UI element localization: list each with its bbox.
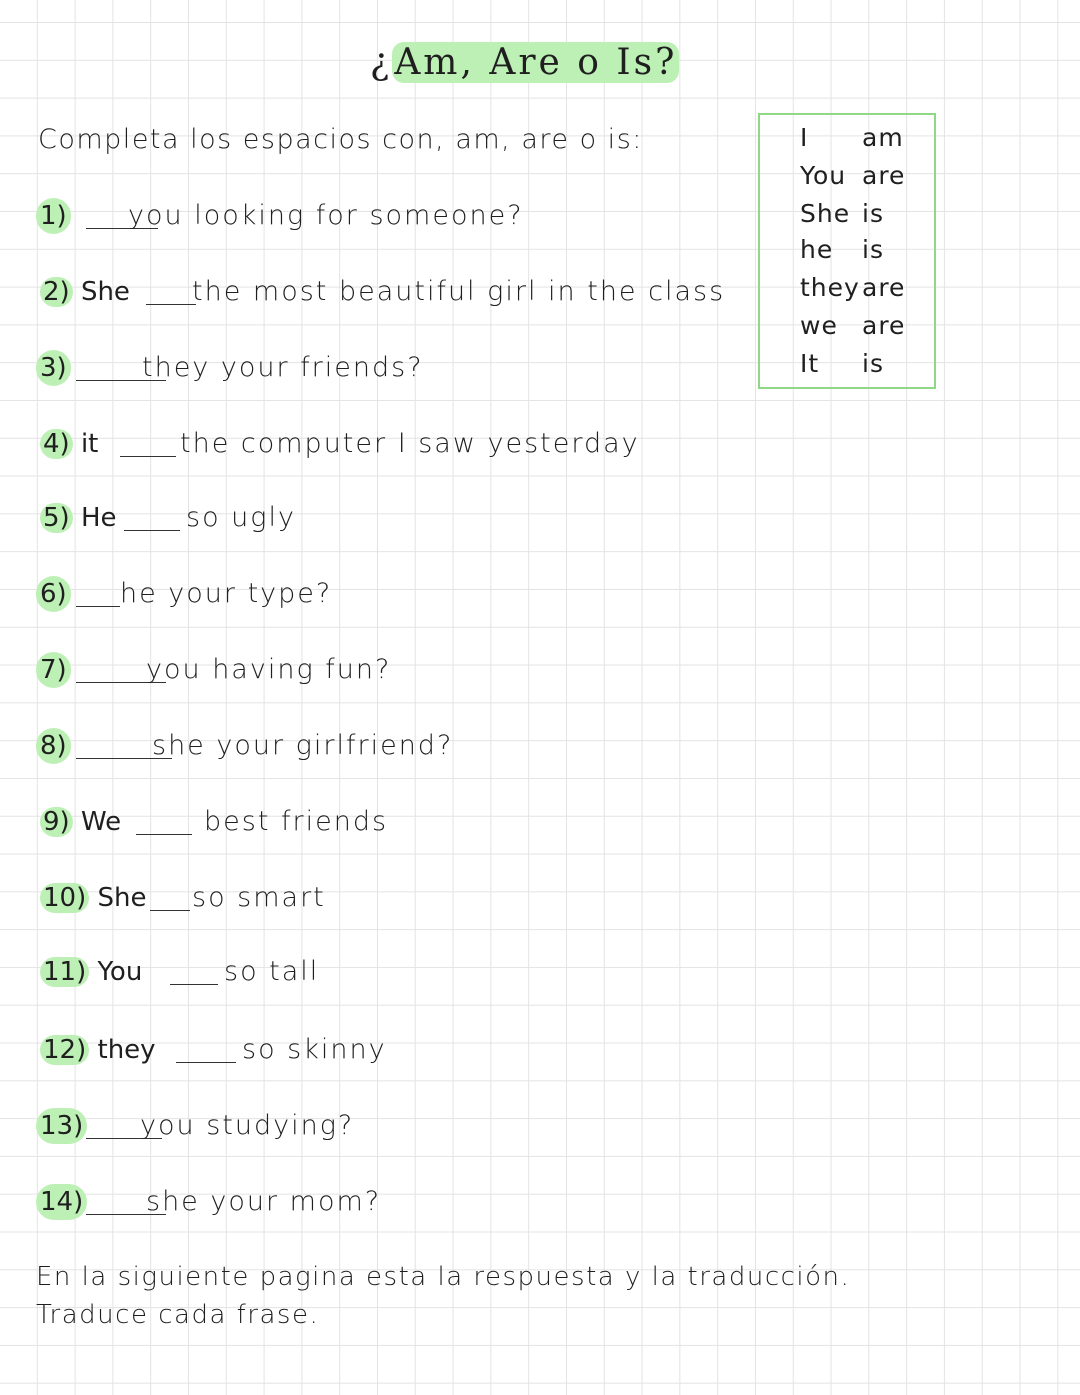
exercise-subject: She xyxy=(97,883,147,913)
footer-note: En la siguiente pagina esta la respuesta y la traducción. xyxy=(36,1262,851,1292)
answer-blank[interactable] xyxy=(76,606,120,607)
legend-pronoun: we xyxy=(800,311,838,340)
exercise-number: 13) xyxy=(36,1108,87,1144)
exercise-text: so tall xyxy=(224,956,320,987)
exercise-subject: He xyxy=(80,503,117,533)
exercise-number: 3) xyxy=(36,350,71,386)
exercise-text: he your type? xyxy=(120,578,333,609)
exercise-text: the computer I saw yesterday xyxy=(180,428,640,459)
exercise-text: best friends xyxy=(204,806,389,837)
legend-verb: are xyxy=(862,161,906,190)
legend-pronoun: he xyxy=(800,235,834,264)
exercise-number: 8) xyxy=(36,728,71,764)
legend-pronoun: I xyxy=(800,123,809,152)
exercise-text: you having fun? xyxy=(146,654,392,685)
exercise-number: 12) they xyxy=(36,1032,160,1068)
exercise-text: so skinny xyxy=(242,1034,387,1065)
exercise-text: she your mom? xyxy=(146,1186,382,1217)
title-prefix: ¿ xyxy=(370,42,393,83)
exercise-subject: it xyxy=(80,429,99,459)
answer-blank[interactable] xyxy=(120,456,176,457)
exercise-text: you looking for someone? xyxy=(128,200,524,231)
exercise-number: 6) xyxy=(36,576,71,612)
exercise-number: 14) xyxy=(36,1184,87,1220)
exercise-text: you studying? xyxy=(140,1110,355,1141)
exercise-subject: You xyxy=(97,957,143,987)
answer-blank[interactable] xyxy=(124,530,180,531)
answer-blank[interactable] xyxy=(170,984,218,985)
exercise-number: 7) xyxy=(36,652,71,688)
exercise-text: they your friends? xyxy=(142,352,424,383)
exercise-subject: they xyxy=(97,1035,156,1065)
legend-verb: is xyxy=(862,349,884,378)
legend-pronoun: She xyxy=(800,199,851,228)
exercise-text: the most beautiful girl in the class xyxy=(192,276,726,307)
legend-verb: am xyxy=(862,123,904,152)
answer-blank[interactable] xyxy=(136,834,192,835)
exercise-subject: She xyxy=(80,277,130,307)
legend-verb: are xyxy=(862,311,906,340)
exercise-number: 10) She xyxy=(36,880,150,916)
answer-blank[interactable] xyxy=(176,1062,236,1063)
legend-pronoun: they xyxy=(800,273,860,302)
footer-instruction: Traduce cada frase. xyxy=(36,1300,320,1330)
legend-verb: is xyxy=(862,199,884,228)
title-text: Am, Are o Is? xyxy=(394,42,678,83)
legend-pronoun: It xyxy=(800,349,820,378)
exercise-number: 11) You xyxy=(36,954,146,990)
exercise-subject: We xyxy=(80,807,122,837)
instructions: Completa los espacios con, am, are o is: xyxy=(38,124,643,155)
legend-pronoun: You xyxy=(800,161,847,190)
exercise-number: 1) xyxy=(36,198,71,234)
exercise-text: so smart xyxy=(192,882,326,913)
exercise-number: 2) She xyxy=(36,274,134,310)
answer-blank[interactable] xyxy=(146,304,196,305)
legend-verb: are xyxy=(862,273,906,302)
exercise-text: so ugly xyxy=(186,502,296,533)
legend-verb: is xyxy=(862,235,884,264)
exercise-number: 4) it xyxy=(36,426,102,462)
exercise-number: 5) He xyxy=(36,500,121,536)
answer-blank[interactable] xyxy=(150,910,190,911)
exercise-text: she your girlfriend? xyxy=(152,730,454,761)
exercise-number: 9) We xyxy=(36,804,125,840)
